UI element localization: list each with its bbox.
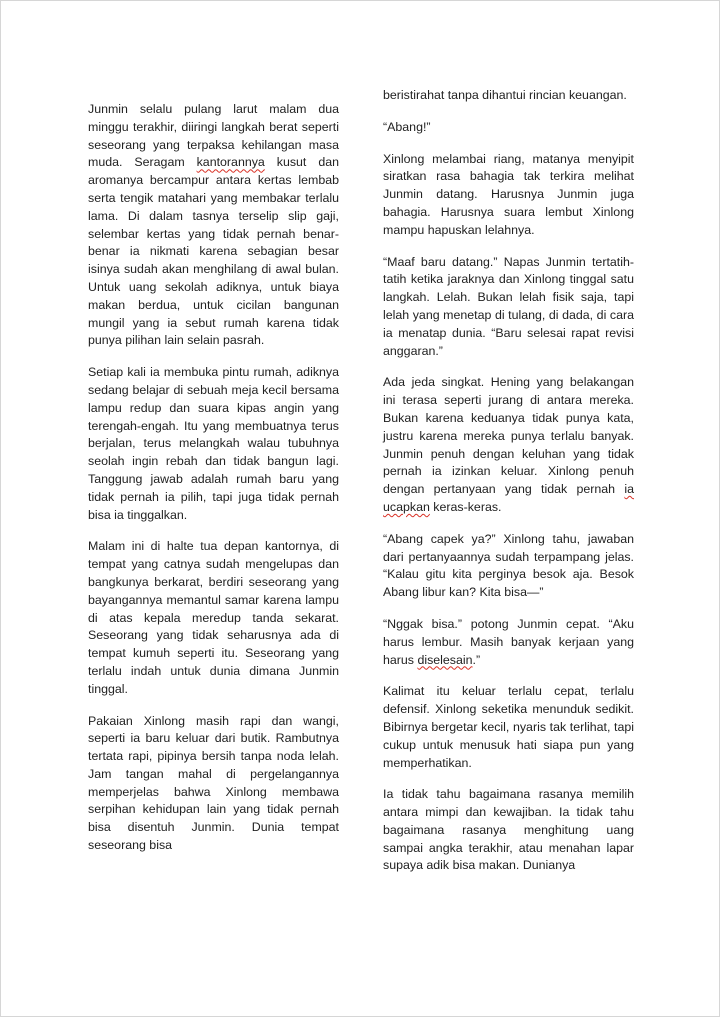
left-text-column [88, 101, 339, 869]
text-segment: beristirahat tanpa dihantui rincian keuangan. [383, 88, 627, 102]
text-segment: “Maaf baru datang.” Napas Junmin tertatih-tatih ketika jaraknya dan Xinlong tinggal satu langkah. Lelah. Bukan lelah fisik saja, tapi lelah yang menetap di tulang, di dada, di cara ia menatap dunia. “Baru selesai rapat revisi anggaran.” [383, 254, 634, 358]
text-segment: Setiap kali ia membuka pintu rumah, adiknya sedang belajar di sebuah meja kecil bersama lampu redup dan suara kipas angin yang terengah-engah. Itu yang membuatnya terus berjalan, terus melangkah walau tubuhnya seolah ingin rebah dan tidak bangun lagi. Tanggung jawab adalah rumah baru yang tidak pernah ia pilih, tapi juga tidak pernah bisa ia tinggalkan. [88, 365, 339, 522]
paragraph [383, 616, 634, 669]
text-segment: Xinlong melambai riang, matanya menyipit siratkan rasa bahagia tak terkira melihat Junmin datang. Harusnya Junmin juga bahagia. Harusnya suara lembut Xinlong mampu hapuskan lelahnya. [383, 151, 634, 237]
text-segment: Junmin selalu pulang larut malam dua minggu terakhir, diiringi langkah berat seperti seseorang yang terpaksa kehilangan masa muda. Seragam [88, 102, 339, 170]
text-segment: Pakaian Xinlong masih rapi dan wangi, seperti ia baru keluar dari butik. Rambutnya tertata rapi, pipinya bersih tanpa noda lelah. Jam tangan mahal di pergelangannya memperjelas bahwa Xinlong membawa serpihan kehidupan lain yang tidak pernah bisa disentuh Junmin. Dunia tempat seseorang bisa [88, 713, 339, 853]
spelling-flagged-word[interactable]: ia ucapkan [383, 482, 634, 514]
paragraph [88, 713, 339, 855]
text-segment: .” [472, 652, 481, 667]
text-segment: kusut dan aromanya bercampur antara kertas lembab serta tengik matahari yang membakar terlalu lama. Di dalam tasnya terselip slip gaji, selembar kertas yang tidak pernah benar-benar ia nikmati karena sebagian besar isinya sudah akan menghilang di awal bulan. Untuk uang sekolah adiknya, untuk biaya makan berdua, untuk cicilan bangunan mungil yang ia sebut rumah karena tidak punya pilihan lain selain pasrah. [88, 155, 339, 348]
text-segment: “Abang!” [383, 119, 431, 134]
paragraph [383, 786, 634, 875]
right-text-column [383, 87, 634, 889]
spelling-flagged-word[interactable]: diselesain [417, 652, 473, 667]
text-segment: Ada jeda singkat. Hening yang belakangan ini terasa seperti jurang di antara mereka. Bukan karena keduanya tidak punya kata, justru karena mereka punya terlalu banyak. Junmin penuh dengan keluhan yang tidak pernah ia izinkan keluar. Xinlong penuh dengan pertanyaan yang tidak pernah [383, 375, 634, 497]
spelling-flagged-word[interactable]: kantorannya [196, 155, 265, 170]
paragraph [383, 151, 634, 240]
text-segment: “Abang capek ya?” Xinlong tahu, jawaban dari pertanyaannya sudah terpampang jelas. “Kalau gitu kita perginya besok aja. Besok Abang libur kan? Kita bisa—” [383, 531, 634, 600]
text-segment: keras-keras. [429, 499, 502, 514]
paragraph [88, 101, 339, 350]
paragraph [383, 119, 634, 137]
text-segment: “Nggak bisa.” potong Junmin cepat. “Aku harus lembur. Masih banyak kerjaan yang harus [383, 616, 634, 667]
paragraph [383, 683, 634, 772]
paragraph [88, 538, 339, 698]
paragraph [88, 364, 339, 524]
paragraph [383, 254, 634, 361]
text-segment: Kalimat itu keluar terlalu cepat, terlalu defensif. Xinlong seketika menunduk sedikit. Bibirnya bergetar kecil, nyaris tak terlihat, tapi cukup untuk menusuk hati siapa pun yang memperhatikan. [383, 684, 634, 770]
paragraph [383, 531, 634, 602]
paragraph [383, 87, 634, 105]
text-segment: Ia tidak tahu bagaimana rasanya memilih antara mimpi dan kewajiban. Ia tidak tahu bagaimana rasanya menghitung uang sampai angka terakhir, atau menahan lapar supaya adik bisa makan. Dunianya [383, 787, 634, 873]
text-segment: Malam ini di halte tua depan kantornya, di tempat yang catnya sudah mengelupas dan bangkunya berkarat, berdiri seseorang yang bayangannya memantul samar karena lampu di atas kepala meredup tanda sekarat. Seseorang yang tidak seharusnya ada di tempat kumuh seperti itu. Seseorang yang terlalu indah untuk dunia dimana Junmin tinggal. [88, 539, 339, 696]
paragraph [383, 374, 634, 516]
